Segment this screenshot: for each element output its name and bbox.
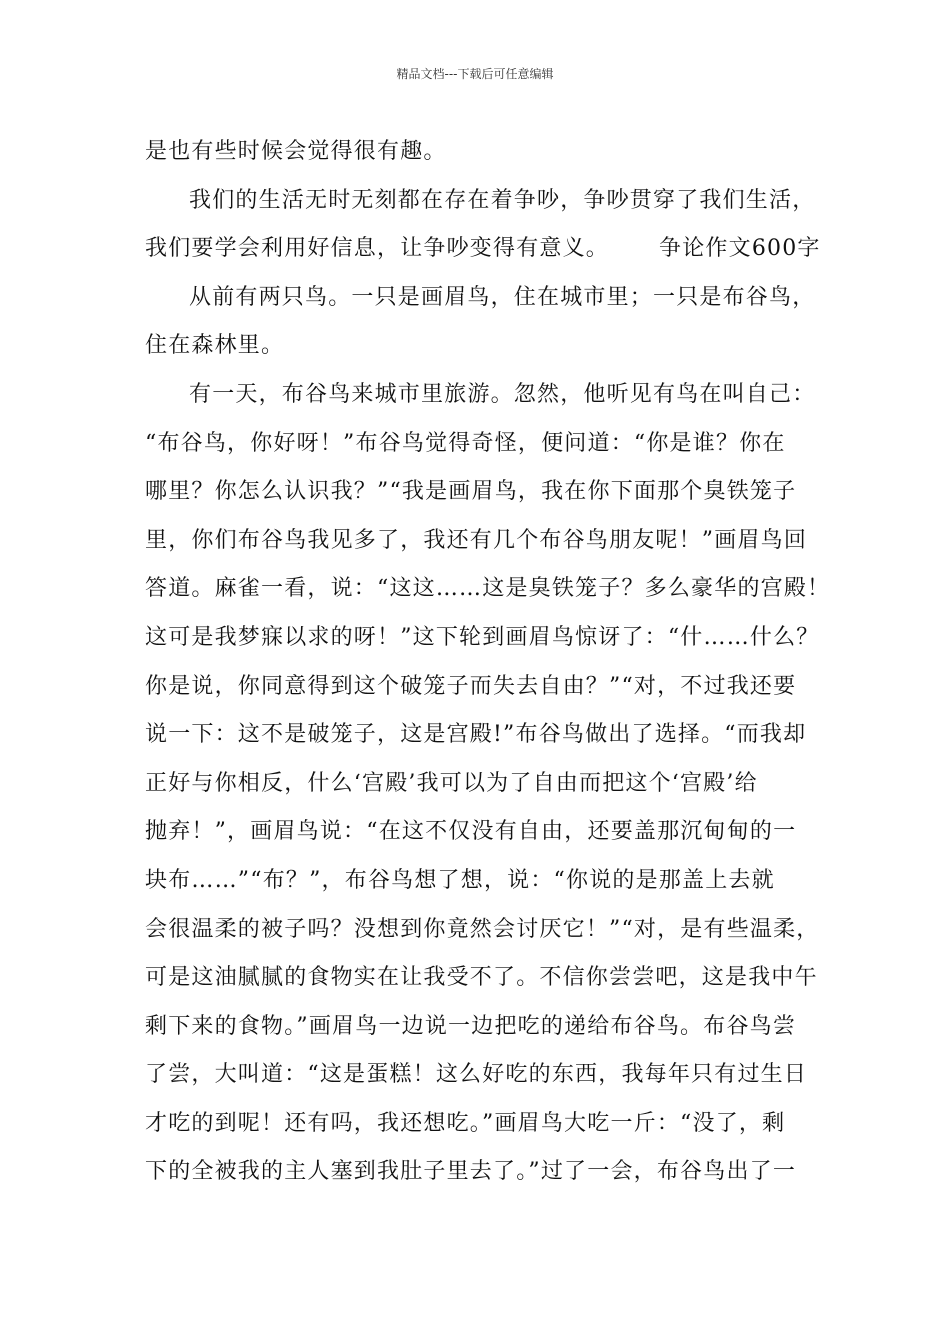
text-line [145,371,825,420]
line-text: “布谷鸟，你好呀！”布谷鸟觉得奇怪，便问道：“你是谁？你在 [145,430,786,456]
line-text: 我们要学会利用好信息，让争吵变得有意义。 [145,236,610,262]
essay-title: 争论作文600字 [659,236,821,262]
line-text: 里，你们布谷鸟我见多了，我还有几个布谷鸟朋友呢！”画眉鸟回 [145,527,808,553]
line-text: 正好与你相反，什么‘宫殿’我可以为了自由而把这个‘宫殿’给 [145,770,758,796]
line-text: 哪里？你怎么认识我？”“我是画眉鸟，我在你下面那个臭铁笼子 [145,479,797,505]
text-line [145,1003,825,1052]
line-text: 说一下：这不是破笼子，这是宫殿!”布谷鸟做出了选择。“而我却 [145,722,807,748]
text-line [145,274,825,323]
text-line [145,565,831,614]
line-text: 答道。麻雀一看，说：“这这……这是臭铁笼子？多么豪华的宫殿！ [145,576,831,602]
text-line [145,225,825,274]
page-header: 精品文档---下载后可任意编辑 [396,67,554,81]
line-text: 有一天，布谷鸟来城市里旅游。忽然，他听见有鸟在叫自己： [189,381,816,407]
text-line [145,808,825,857]
text-line [145,1100,825,1149]
line-text: 了尝，大叫道：“这是蛋糕！这么好吃的东西，我每年只有过生日 [145,1062,808,1088]
text-line [145,614,825,663]
line-text: 我们的生活无时无刻都在存在着争吵，争吵贯穿了我们生活， [189,187,816,213]
line-text: 从前有两只鸟。一只是画眉鸟，住在城市里；一只是布谷鸟， [189,284,816,310]
line-text: 住在森林里。 [145,333,285,359]
line-text: 是也有些时候会觉得很有趣。 [145,139,447,164]
line-text: 会很温柔的被子吗？没想到你竟然会讨厌它！”“对，是有些温柔， [145,916,820,942]
line-text: 可是这油腻腻的食物实在让我受不了。不信你尝尝吧，这是我中午 [145,965,818,991]
text-line [145,663,825,712]
text-line [145,1148,825,1197]
text-line [145,954,825,1003]
text-line [145,857,825,906]
line-text: 这可是我梦寐以求的呀！”这下轮到画眉鸟惊讶了：“什……什么？ [145,624,820,650]
text-line [145,468,825,517]
text-line [145,711,825,760]
line-text: 抛弃！”，画眉鸟说：“在这不仅没有自由，还要盖那沉甸甸的一 [145,819,797,845]
text-line [145,760,825,809]
line-text: 剩下来的食物。”画眉鸟一边说一边把吃的递给布谷鸟。布谷鸟尝 [145,1013,797,1039]
text-line [145,517,825,566]
line-text: 才吃的到呢！还有吗，我还想吃。”画眉鸟大吃一斤：“没了，剩 [145,1110,786,1136]
text-line [145,1051,825,1100]
text-line [145,322,825,371]
body-text [145,128,831,1197]
text-line [145,177,825,226]
line-text: 下的全被我的主人塞到我肚子里去了。”过了一会，布谷鸟出了一 [145,1159,797,1185]
text-line [145,128,825,177]
line-text: 你是说，你同意得到这个破笼子而失去自由？”“对，不过我还要 [145,673,797,699]
text-line [145,906,825,955]
line-text: 块布……”“布？”，布谷鸟想了想，说：“你说的是那盖上去就 [145,867,775,893]
text-line [145,420,825,469]
